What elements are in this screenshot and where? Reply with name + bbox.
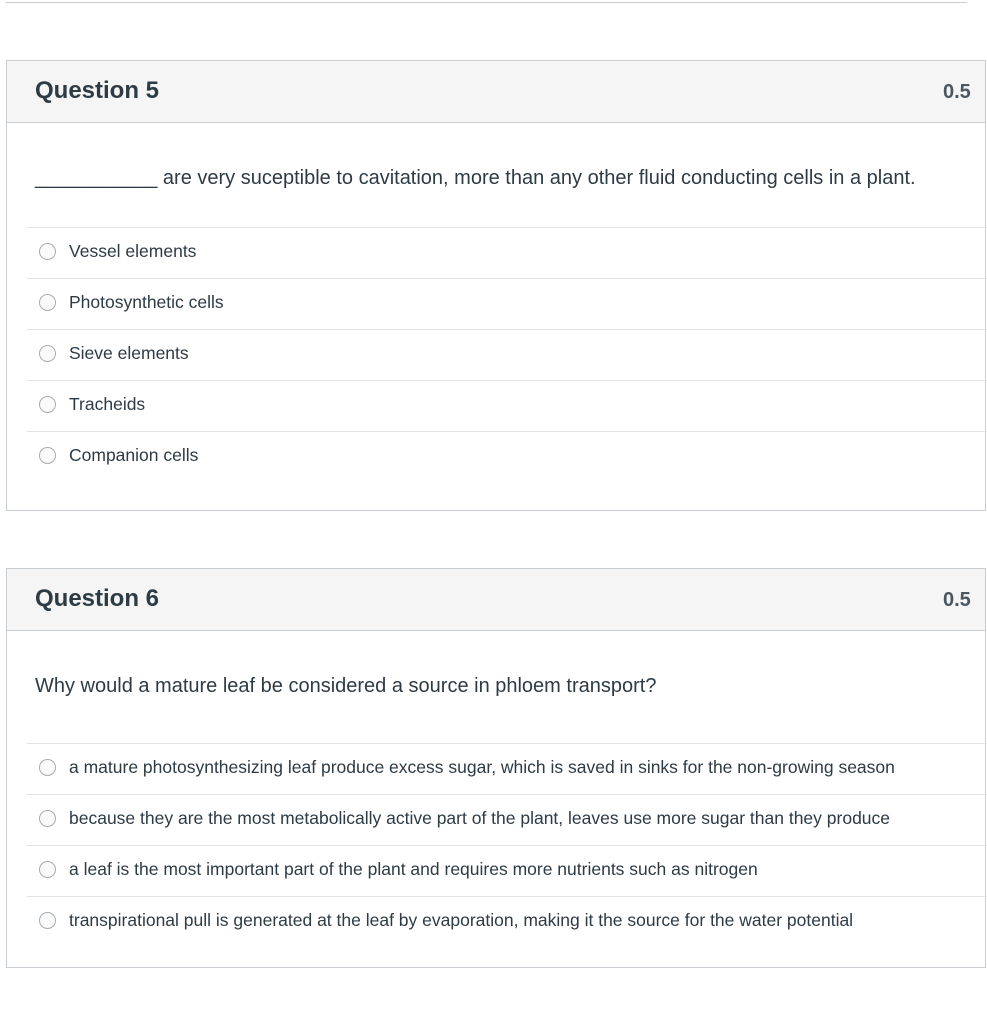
radio-button[interactable]	[39, 810, 56, 827]
answer-option[interactable]	[27, 743, 987, 794]
answer-option[interactable]	[27, 380, 987, 431]
question-5-title: Question 5	[35, 77, 160, 104]
question-5-text: ___________ are very suceptible to cavitation, more than any other fluid conducting cells in a plant.	[35, 167, 916, 189]
radio-button[interactable]	[39, 243, 56, 260]
previous-question-bottom-border	[6, 0, 967, 3]
answer-option[interactable]	[27, 896, 987, 947]
answer-label[interactable]: Companion cells	[69, 445, 199, 465]
radio-button[interactable]	[39, 345, 56, 362]
radio-button[interactable]	[39, 447, 56, 464]
answer-label[interactable]: because they are the most metabolically active part of the plant, leaves use more sugar than they produce	[69, 808, 891, 828]
answer-label[interactable]: transpirational pull is generated at the leaf by evaporation, making it the source for the water potential	[69, 910, 854, 930]
answer-label[interactable]: Vessel elements	[69, 241, 197, 261]
answer-label[interactable]: a leaf is the most important part of the plant and requires more nutrients such as nitrogen	[69, 859, 758, 879]
answer-label[interactable]: Tracheids	[69, 394, 146, 414]
question-5-card	[6, 60, 986, 511]
radio-button[interactable]	[39, 912, 56, 929]
radio-button[interactable]	[39, 759, 56, 776]
answer-option[interactable]	[27, 329, 987, 380]
answer-option[interactable]	[27, 794, 987, 845]
question-6-header	[7, 569, 985, 631]
question-6-answers	[27, 743, 987, 947]
answer-option[interactable]	[27, 278, 987, 329]
question-5-answers	[27, 227, 987, 482]
question-6-points: 0.5	[943, 589, 971, 611]
question-6-title: Question 6	[35, 585, 160, 612]
question-6-text: Why would a mature leaf be considered a source in phloem transport?	[35, 675, 657, 697]
answer-option[interactable]	[27, 845, 987, 896]
question-5-header	[7, 61, 985, 123]
question-5-points: 0.5	[943, 81, 971, 103]
answer-label[interactable]: a mature photosynthesizing leaf produce excess sugar, which is saved in sinks for the non-growing season	[69, 757, 895, 777]
answer-label[interactable]: Photosynthetic cells	[69, 292, 224, 312]
radio-button[interactable]	[39, 294, 56, 311]
answer-label[interactable]: Sieve elements	[69, 343, 189, 363]
answer-option[interactable]	[27, 227, 987, 278]
answer-option[interactable]	[27, 431, 987, 482]
question-6-card	[6, 568, 986, 968]
radio-button[interactable]	[39, 861, 56, 878]
radio-button[interactable]	[39, 396, 56, 413]
